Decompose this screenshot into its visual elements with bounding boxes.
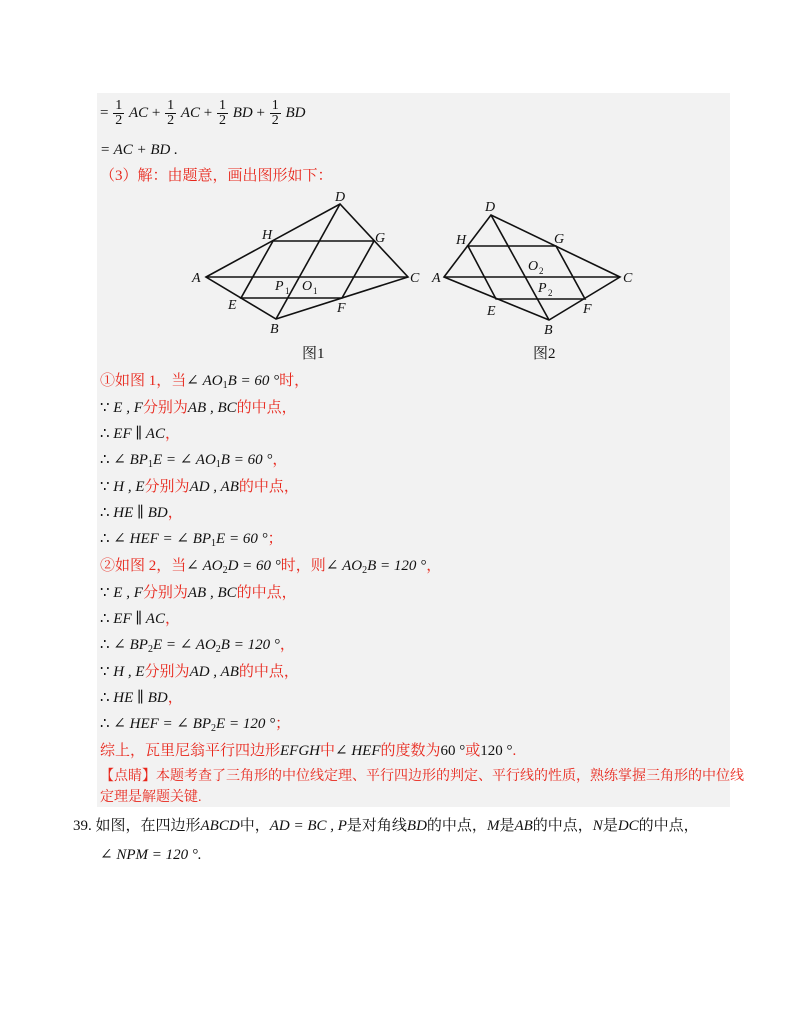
summary-line: 综上，瓦里尼翁平行四边形EFGH中∠ HEF的度数为60 °或120 °. xyxy=(100,743,517,759)
case2-line-d: ∴ ∠ $BP_2E$ = ∠ $AO_2B = 120$ °， xyxy=(100,637,295,655)
part3-intro: （3）解：由题意，画出图形如下： xyxy=(100,168,333,184)
question-39-line-2: ∠ NPM = 120 °. xyxy=(100,847,202,863)
fig1-label-H: H xyxy=(262,228,273,243)
figure-1-caption: 图1 xyxy=(302,346,325,362)
case1-line-b: ∵ E , F分别为AB , BC的中点， xyxy=(100,400,297,416)
case1-line-e: ∵ H , E分别为AD , AB的中点， xyxy=(100,479,299,495)
question-39-line-1: 39. 如图，在四边形ABCD中，AD = BC , P是对角线BD的中点，M是AB的中点，N是DC的中点， xyxy=(73,818,699,834)
fig2-label-P: P xyxy=(538,281,547,296)
fig1-label-G: G xyxy=(375,231,386,246)
fig1-label-O: O xyxy=(302,279,313,294)
fig1-label-F: F xyxy=(337,301,346,316)
case2-line-c: ∴ EF ∥ AC， xyxy=(100,611,180,627)
fig1-label-E: E xyxy=(228,298,237,313)
fig2-label-A: A xyxy=(432,271,441,286)
fig2-label-E: E xyxy=(487,304,496,319)
fig2-label-B: B xyxy=(544,323,553,336)
fig2-label-F: F xyxy=(583,302,592,317)
case1-line-d: ∴ ∠ $BP_1E$ = ∠ $AO_1B = 60$ °， xyxy=(100,452,288,470)
case1-line-f: ∴ HE ∥ BD， xyxy=(100,505,183,521)
svg-text:2: 2 xyxy=(548,288,553,298)
case1-line-c: ∴ EF ∥ AC， xyxy=(100,426,180,442)
svg-text:1: 1 xyxy=(285,286,290,296)
figure-1 xyxy=(190,186,430,336)
case2-line-a: ②如图 2，当∠ $AO_2D = 60$ °时，则∠ $AO_2B = 120$ °， xyxy=(100,558,442,576)
fig1-label-D: D xyxy=(335,190,346,205)
case2-line-f: ∴ HE ∥ BD， xyxy=(100,690,183,706)
case2-line-e: ∵ H , E分别为AD , AB的中点， xyxy=(100,664,299,680)
fig2-label-O: O xyxy=(528,259,539,274)
comment-line-1: 【点睛】本题考查了三角形的中位线定理、平行四边形的判定、平行线的性质，熟练掌握三角形的中位线 xyxy=(100,769,744,784)
fig2-label-C: C xyxy=(623,271,633,286)
case1-line-g: ∴ ∠ HEF = ∠ $BP_1E = 60$ °； xyxy=(100,531,283,549)
equation-line-1: = $\frac{1}{2}$ AC + $\frac{1}{2}$ AC + $\frac{1}{2}$ BD + $\frac{1}{2}$ BD xyxy=(100,98,306,128)
equation-line-2: = AC + BD . xyxy=(100,142,178,158)
svg-text:2: 2 xyxy=(539,266,544,276)
fig1-label-B: B xyxy=(270,322,279,336)
fig1-label-A: A xyxy=(192,271,201,286)
case2-line-b: ∵ E , F分别为AB , BC的中点， xyxy=(100,585,297,601)
figure-2-caption: 图2 xyxy=(533,346,556,362)
svg-text:1: 1 xyxy=(313,286,318,296)
fig2-label-H: H xyxy=(456,233,467,248)
fig2-label-D: D xyxy=(485,200,496,215)
figure-2 xyxy=(430,196,645,336)
fig1-label-P: P xyxy=(275,279,284,294)
comment-line-2: 定理是解题关键. xyxy=(100,790,202,805)
case1-line-a: ①如图 1，当∠ $AO_1B = 60$ °时， xyxy=(100,373,310,391)
case2-line-g: ∴ ∠ HEF = ∠ $BP_2E = 120$ °； xyxy=(100,716,291,734)
fig2-label-G: G xyxy=(554,232,565,247)
fig1-label-C: C xyxy=(410,271,420,286)
